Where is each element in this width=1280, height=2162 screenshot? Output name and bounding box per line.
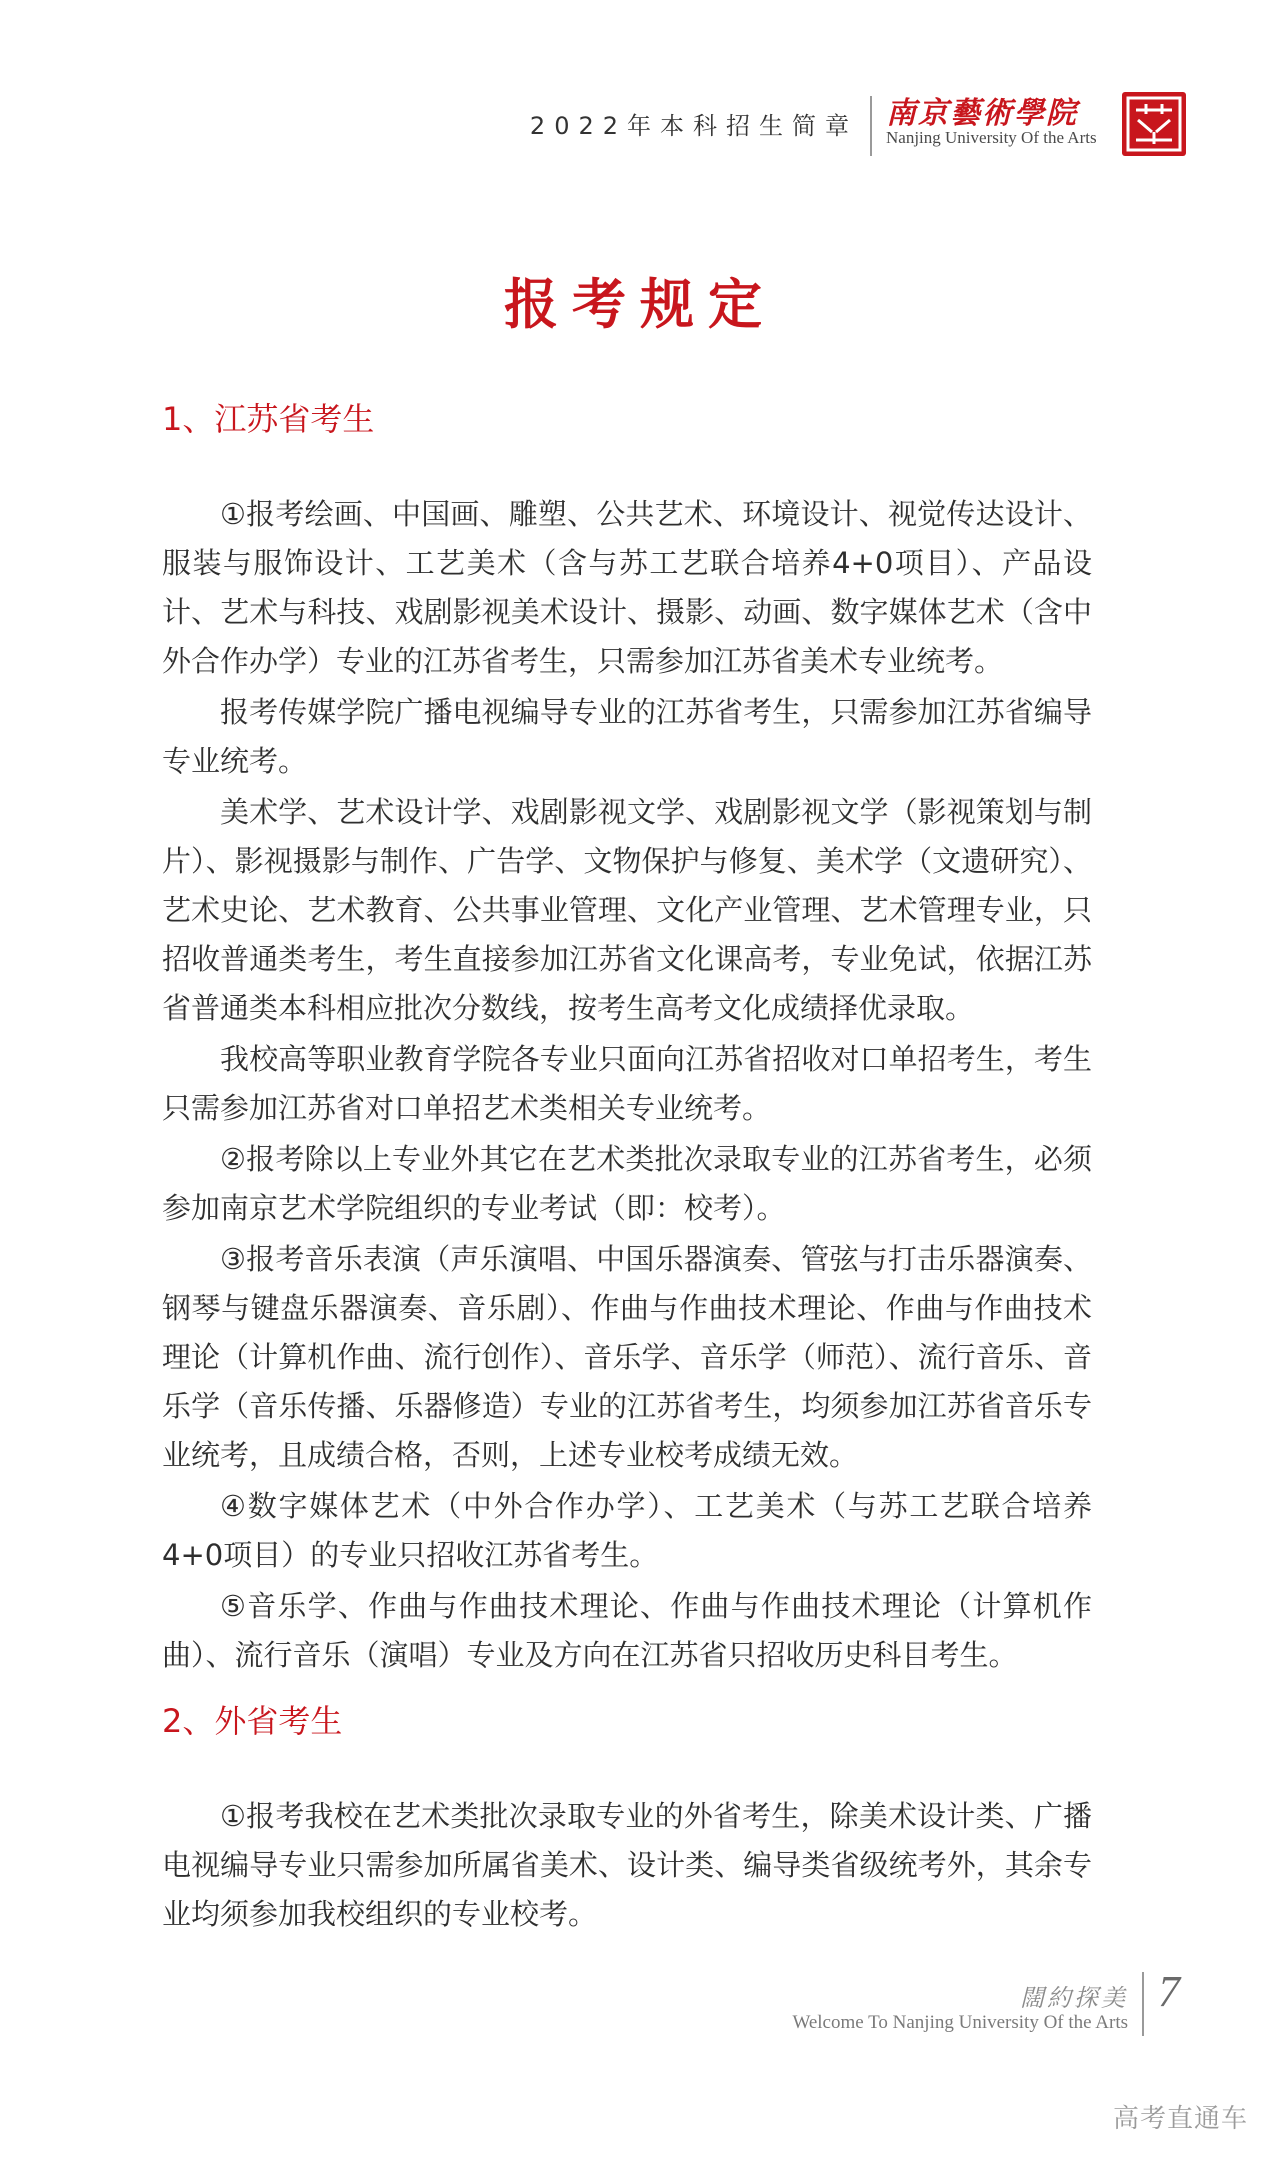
footer-divider	[1142, 1972, 1144, 2036]
paragraph: 报考传媒学院广播电视编导专业的江苏省考生，只需参加江苏省编导专业统考。	[162, 695, 1092, 778]
seal-glyph-icon	[1122, 92, 1186, 156]
header-title: 2022年本科招生简章	[529, 112, 858, 140]
paragraph: ③报考音乐表演（声乐演唱、中国乐器演奏、管弦与打击乐器演奏、钢琴与键盘乐器演奏、音乐剧）、作曲与作曲技术理论、作曲与作曲技术理论（计算机作曲、流行创作）、音乐学、音乐学（师范）、流行音乐、音乐学（音乐传播、乐器修造）专业的江苏省考生，均须参加江苏省音乐专业统考，且成绩合格，否则，上述专业校考成绩无效。	[162, 1242, 1092, 1472]
section-heading-jiangsu: 1、江苏省考生	[162, 400, 375, 438]
paragraph: ④数字媒体艺术（中外合作办学）、工艺美术（与苏工艺联合培养4+0项目）的专业只招收江苏省考生。	[162, 1489, 1092, 1572]
header-divider	[870, 96, 872, 156]
paragraph: ②报考除以上专业外其它在艺术类批次录取专业的江苏省考生，必须参加南京艺术学院组织的专业考试（即：校考）。	[162, 1142, 1092, 1225]
paragraph: ⑤音乐学、作曲与作曲技术理论、作曲与作曲技术理论（计算机作曲）、流行音乐（演唱）专业及方向在江苏省只招收历史科目考生。	[162, 1589, 1092, 1672]
paragraph: 美术学、艺术设计学、戏剧影视文学、戏剧影视文学（影视策划与制片）、影视摄影与制作、广告学、文物保护与修复、美术学（文遗研究）、艺术史论、艺术教育、公共事业管理、文化产业管理、艺术管理专业，只招收普通类考生，考生直接参加江苏省文化课高考，专业免试，依据江苏省普通类本科相应批次分数线，按考生高考文化成绩择优录取。	[162, 795, 1092, 1025]
footer-slogan: 闊約探美	[1020, 1984, 1128, 2012]
footer-welcome-text: Welcome To Nanjing University Of the Arts	[792, 2012, 1128, 2033]
page-number: 7	[1158, 1967, 1180, 2016]
paragraph: ①报考我校在艺术类批次录取专业的外省考生，除美术设计类、广播电视编导专业只需参加所属省美术、设计类、编导类省级统考外，其余专业均须参加我校组织的专业校考。	[162, 1799, 1092, 1931]
page-title: 报考规定	[504, 272, 776, 336]
paragraph: 我校高等职业教育学院各专业只面向江苏省招收对口单招考生，考生只需参加江苏省对口单招艺术类相关专业统考。	[162, 1042, 1092, 1125]
section-body-jiangsu	[162, 490, 1092, 1682]
paragraph: ①报考绘画、中国画、雕塑、公共艺术、环境设计、视觉传达设计、服装与服饰设计、工艺美术（含与苏工艺联合培养4+0项目）、产品设计、艺术与科技、戏剧影视美术设计、摄影、动画、数字媒体艺术（含中外合作办学）专业的江苏省考生，只需参加江苏省美术专业统考。	[162, 497, 1092, 678]
university-seal-logo	[1122, 92, 1186, 156]
section-body-other-provinces	[162, 1792, 1092, 1941]
brand-name-en: Nanjing University Of the Arts	[886, 128, 1097, 147]
watermark: 高考直通车	[1112, 2104, 1248, 2134]
section-heading-other-provinces: 2、外省考生	[162, 1702, 343, 1740]
brand-name-cn: 南京藝術學院	[886, 96, 1078, 131]
